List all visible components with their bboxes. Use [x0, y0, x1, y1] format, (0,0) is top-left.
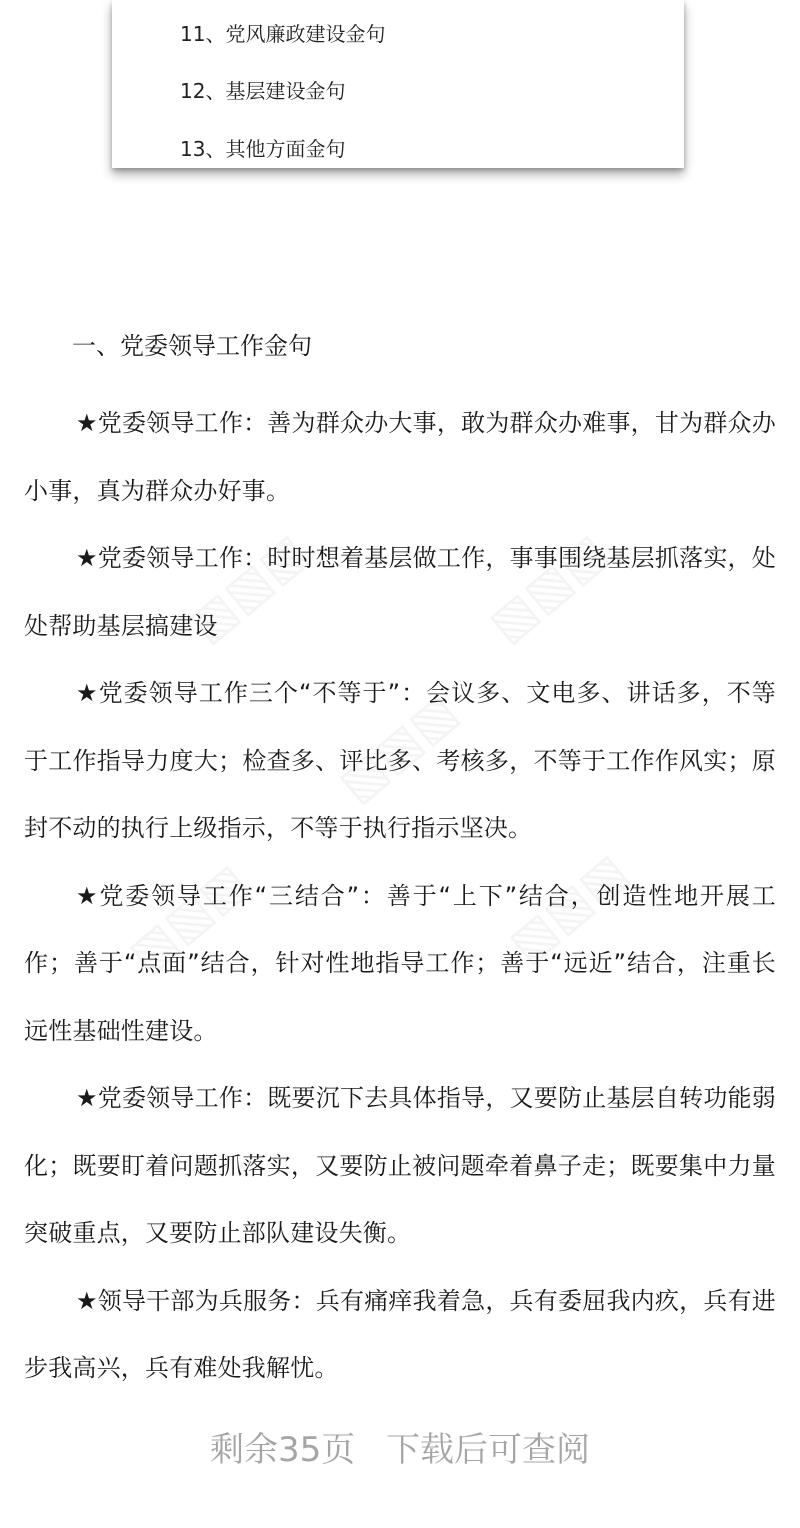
- document-body: [24, 322, 776, 1403]
- toc-item-12[interactable]: 12、基层建设金句: [180, 79, 346, 103]
- paragraph: ★党委领导工作“三结合”：善于“上下”结合，创造性地开展工作；善于“点面”结合，针对性地指导工作；善于“远近”结合，注重长远性基础性建设。: [24, 881, 776, 1045]
- download-prompt[interactable]: 剩余35页 下载后可查阅: [209, 1430, 591, 1470]
- paragraph: ★党委领导工作：时时想着基层做工作，事事围绕基层抓落实，处处帮助基层搞建设: [24, 544, 776, 640]
- toc-item-11[interactable]: 11、党风廉政建设金句: [180, 22, 386, 46]
- section-heading: 一、党委领导工作金句: [72, 332, 312, 360]
- paragraph: ★党委领导工作：既要沉下去具体指导，又要防止基层自转功能弱化；既要盯着问题抓落实，又要防止被问题牵着鼻子走；既要集中力量突破重点，又要防止部队建设失衡。: [24, 1084, 776, 1247]
- paragraph: ★党委领导工作三个“不等于”：会议多、文电多、讲话多，不等于工作指导力度大；检查多、评比多、考核多，不等于工作作风实；原封不动的执行上级指示，不等于执行指示坚决。: [24, 679, 776, 842]
- toc-card: [112, 0, 684, 168]
- paragraph: ★党委领导工作：善为群众办大事，敢为群众办难事，甘为群众办小事，真为群众办好事。: [24, 409, 776, 505]
- paragraph: ★领导干部为兵服务：兵有痛痒我着急，兵有委屈我内疚，兵有进步我高兴，兵有难处我解忧。: [24, 1286, 776, 1382]
- toc-item-13[interactable]: 13、其他方面金句: [180, 137, 346, 161]
